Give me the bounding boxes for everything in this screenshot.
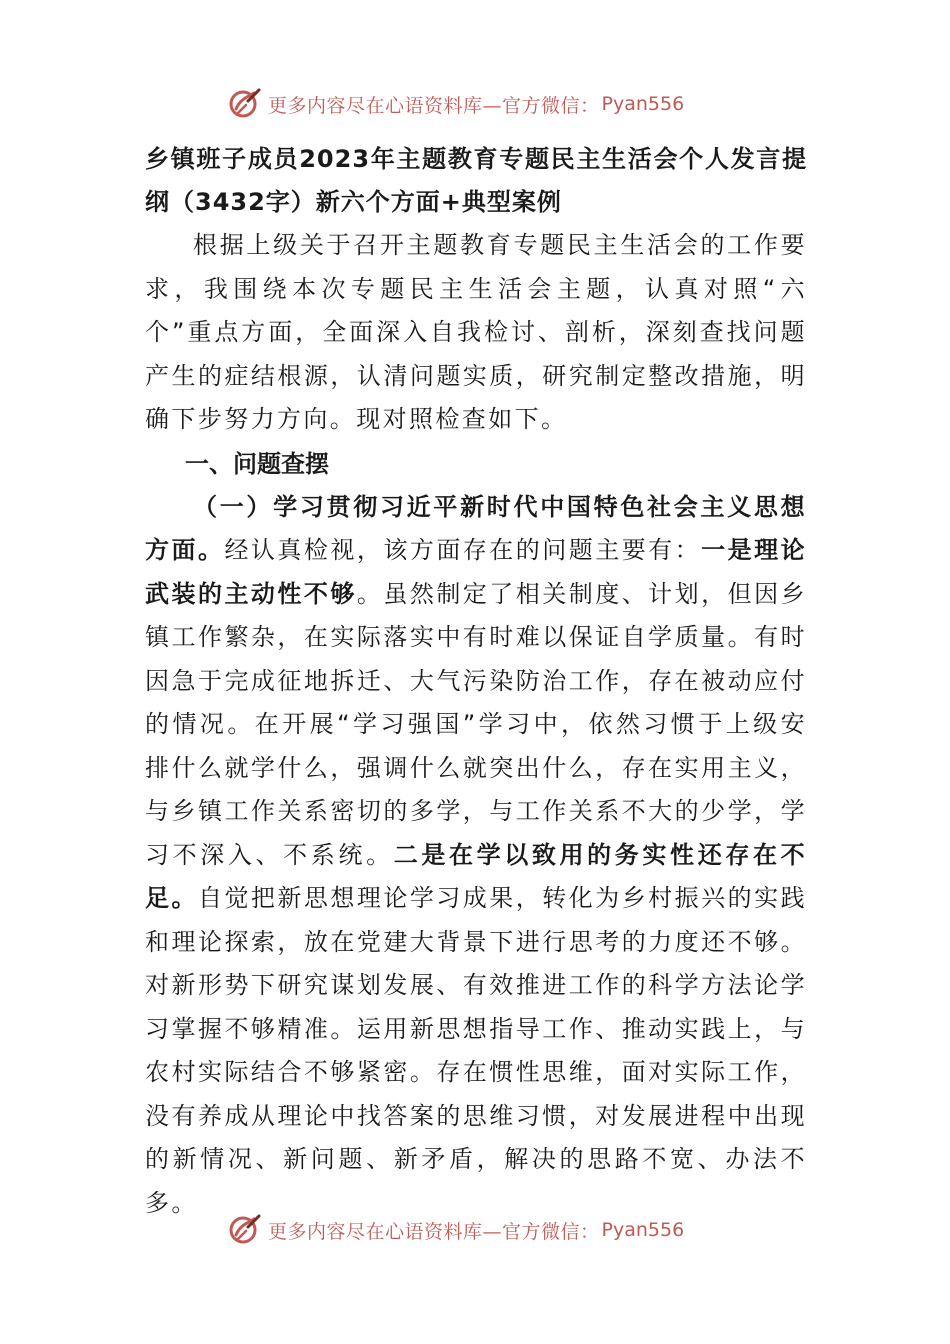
point-one-heading: 一是理论武装的主动性不够 — [145, 536, 807, 608]
pen-swirl-logo-icon — [228, 87, 262, 121]
intro-paragraph: 根据上级关于召开主题教育专题民主生活会的工作要求，我围绕本次专题民主生活会主题，认真对照“六个”重点方面，全面深入自我检讨、剖析，深刻查找问题产生的症结根源，认清问题实质，研究制定整改措施，明确下步努力方向。现对照检查如下。 — [145, 231, 807, 433]
document-title: 乡镇班子成员2023年主题教育专题民主生活会个人发言提纲（3432字）新六个方面+典型案例 — [145, 145, 807, 216]
document-body — [145, 138, 807, 1225]
paragraph-text: 经认真检视，该方面存在的问题主要有： — [224, 536, 702, 564]
pen-swirl-logo-icon — [228, 1213, 262, 1247]
footer-banner — [228, 1210, 728, 1250]
point-two-heading: 二是在学以致用的务实性还存在不足。 — [145, 840, 807, 912]
subsection-heading: （一）学习贯彻习近平新时代中国特色社会主义思想方面。 — [145, 492, 807, 564]
paragraph-text: 自觉把新思想理论学习成果，转化为乡村振兴的实践和理论探索，放在党建大背景下进行思考的力度还不够。对新形势下研究谋划发展、有效推进工作的科学方法论学习掌握不够精准。运用新思想指导工作、推动实践上，与农村实际结合不够紧密。存在惯性思维，面对实际工作，没有养成从理论中找答案的思维习惯，对发展进程中出现的新情况、新问题、新矛盾，解决的思路不宽、办法不多。 — [145, 884, 807, 1217]
banner-wechat-id: Pyan556 — [601, 93, 685, 115]
section-heading: 一、问题查摆 — [185, 449, 329, 478]
paragraph-text: 。虽然制定了相关制度、计划，但因乡镇工作繁杂，在实际落实中有时难以保证自学质量。有时因急于完成征地拆迁、大气污染防治工作，存在被动应付的情况。在开展“学习强国”学习中，依然习惯于上级安排什么就学什么，强调什么就突出什么，存在实用主义，与乡镇工作关系密切的多学，与工作关系不大的少学，学习不深入、不系统。 — [145, 579, 807, 869]
banner-wechat-id: Pyan556 — [601, 1219, 685, 1241]
banner-text: 更多内容尽在心语资料库—官方微信： — [268, 94, 600, 117]
header-banner — [228, 84, 728, 124]
subsection-paragraph — [145, 486, 807, 1226]
banner-text: 更多内容尽在心语资料库—官方微信： — [268, 1220, 600, 1243]
